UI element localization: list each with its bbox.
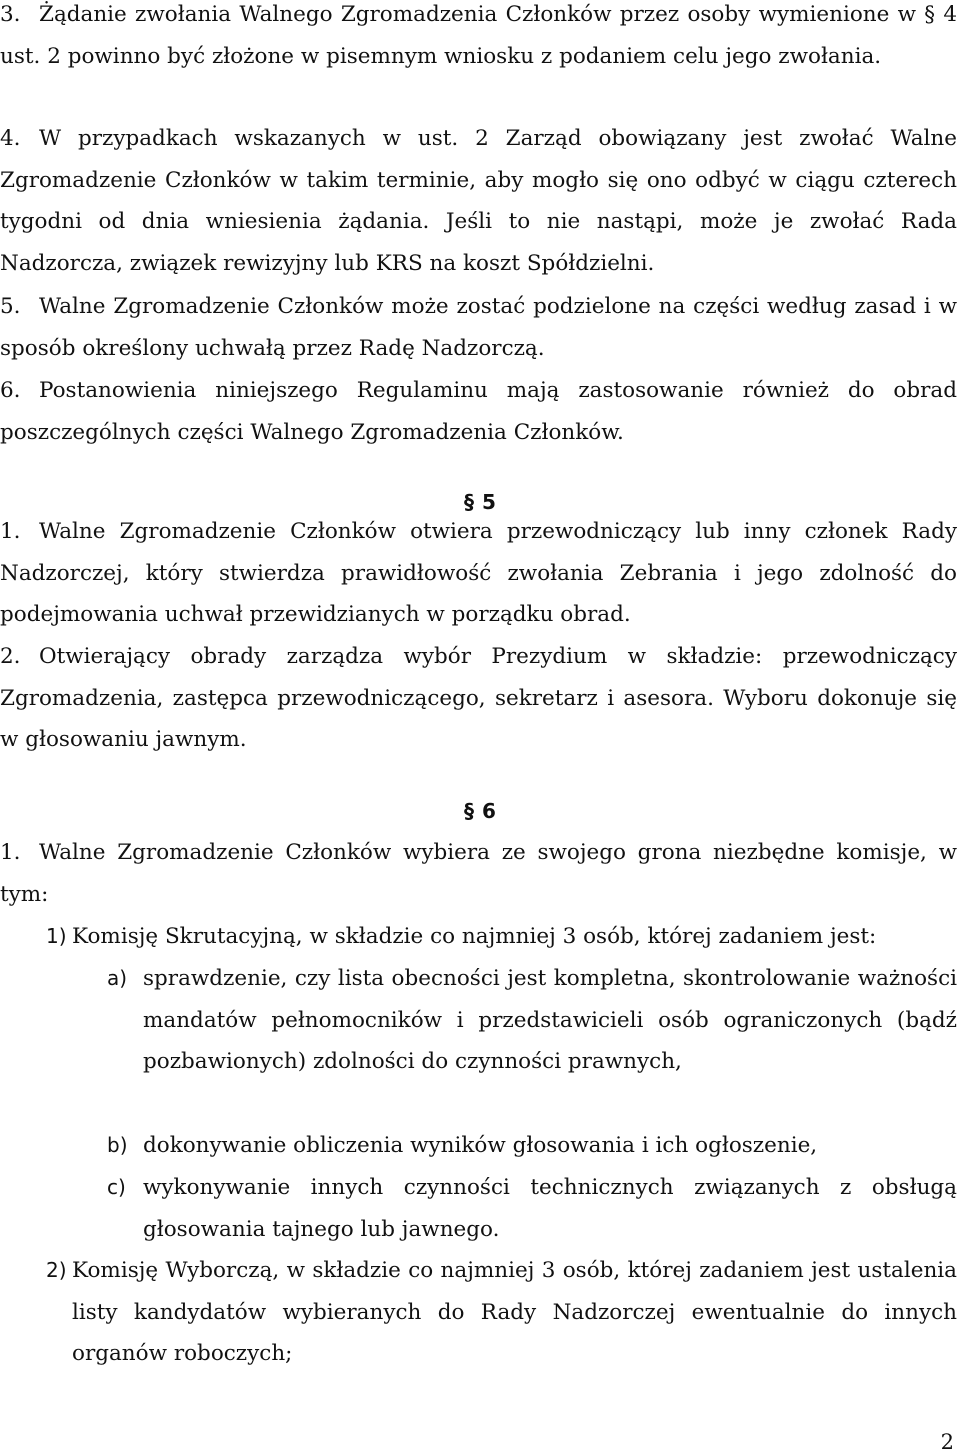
sub-item-text: sprawdzenie, czy lista obecności jest kompletna, skontrolowanie ważności mandatów pełnomocników i przedstawicieli osób ograniczonych (bądź pozbawionych) zdolności do czynności prawnych,: [143, 966, 957, 1074]
sub-item-text: wykonywanie innych czynności technicznych związanych z obsługą głosowania tajnego lub jawnego.: [143, 1175, 957, 1242]
paragraph-number: 4.: [0, 126, 21, 151]
paragraph-text: Walne Zgromadzenie Członków wybiera ze swojego grona niezbędne komisje, w tym:: [0, 840, 957, 907]
sub-item-label: a): [107, 966, 128, 990]
sub-item-c: [107, 1167, 957, 1250]
sub-item-label: c): [107, 1175, 126, 1199]
paragraph-text: W przypadkach wskazanych w ust. 2 Zarząd obowiązany jest zwołać Walne Zgromadzenie Członków w takim terminie, aby mogło się ono odbyć w ciągu czterech tygodni od dnia wniesienia żądania. Jeśli to nie nastąpi, może je zwołać Rada Nadzorcza, związek rewizyjny lub KRS na koszt Spółdzielni.: [0, 126, 957, 276]
list-item-label: 2): [46, 1258, 67, 1282]
paragraph-number: 3.: [0, 2, 21, 27]
section-mark: §: [464, 490, 475, 514]
sub-item-label: b): [107, 1133, 128, 1157]
paragraph-text: Walne Zgromadzenie Członków otwiera przewodniczący lub inny członek Rady Nadzorczej, który stwierdza prawidłowość zwołania Zebrania i jego zdolność do podejmowania uchwał przewidzianych w porządku obrad.: [0, 519, 957, 627]
section-number: 6: [482, 799, 496, 823]
sub-item-b: [107, 1125, 957, 1167]
paragraph-6: [0, 370, 957, 453]
list-item-2: [46, 1250, 957, 1375]
section-mark: §: [464, 799, 475, 823]
paragraph-number: 2.: [0, 644, 21, 669]
paragraph-4: [0, 118, 957, 284]
paragraph-3: [0, 0, 957, 77]
sub-item-a: [107, 958, 957, 1083]
list-item-text: Komisję Skrutacyjną, w składzie co najmniej 3 osób, której zadaniem jest:: [72, 924, 877, 949]
section6-paragraph-1: [0, 832, 957, 915]
paragraph-number: 1.: [0, 840, 21, 865]
paragraph-text: Otwierający obrady zarządza wybór Prezydium w składzie: przewodniczący Zgromadzenia, zastępca przewodniczącego, sekretarz i asesora. Wyboru dokonuje się w głosowaniu jawnym.: [0, 644, 957, 752]
section5-paragraph-2: [0, 636, 957, 761]
paragraph-text: Walne Zgromadzenie Członków może zostać podzielone na części według zasad i w sposób określony uchwałą przez Radę Nadzorczą.: [0, 294, 957, 361]
paragraph-number: 5.: [0, 294, 21, 319]
list-item-1: [46, 916, 957, 958]
section-number: 5: [482, 490, 496, 514]
list-item-text: Komisję Wyborczą, w składzie co najmniej 3 osób, której zadaniem jest ustalenia listy kandydatów wybieranych do Rady Nadzorczej ewentualnie do innych organów roboczych;: [72, 1258, 957, 1366]
paragraph-number: 6.: [0, 378, 21, 403]
paragraph-text: Żądanie zwołania Walnego Zgromadzenia Członków przez osoby wymienione w § 4 ust. 2 powinno być złożone w pisemnym wniosku z podaniem celu jego zwołania.: [0, 2, 957, 69]
page-number: 2: [940, 1430, 954, 1454]
section5-paragraph-1: [0, 511, 957, 636]
section-heading-6: [0, 799, 960, 823]
list-item-label: 1): [46, 924, 67, 948]
paragraph-5: [0, 286, 957, 369]
sub-item-text: dokonywanie obliczenia wyników głosowania i ich ogłoszenie,: [143, 1133, 818, 1158]
paragraph-text: Postanowienia niniejszego Regulaminu mają zastosowanie również do obrad poszczególnych części Walnego Zgromadzenia Członków.: [0, 378, 957, 445]
paragraph-number: 1.: [0, 519, 21, 544]
